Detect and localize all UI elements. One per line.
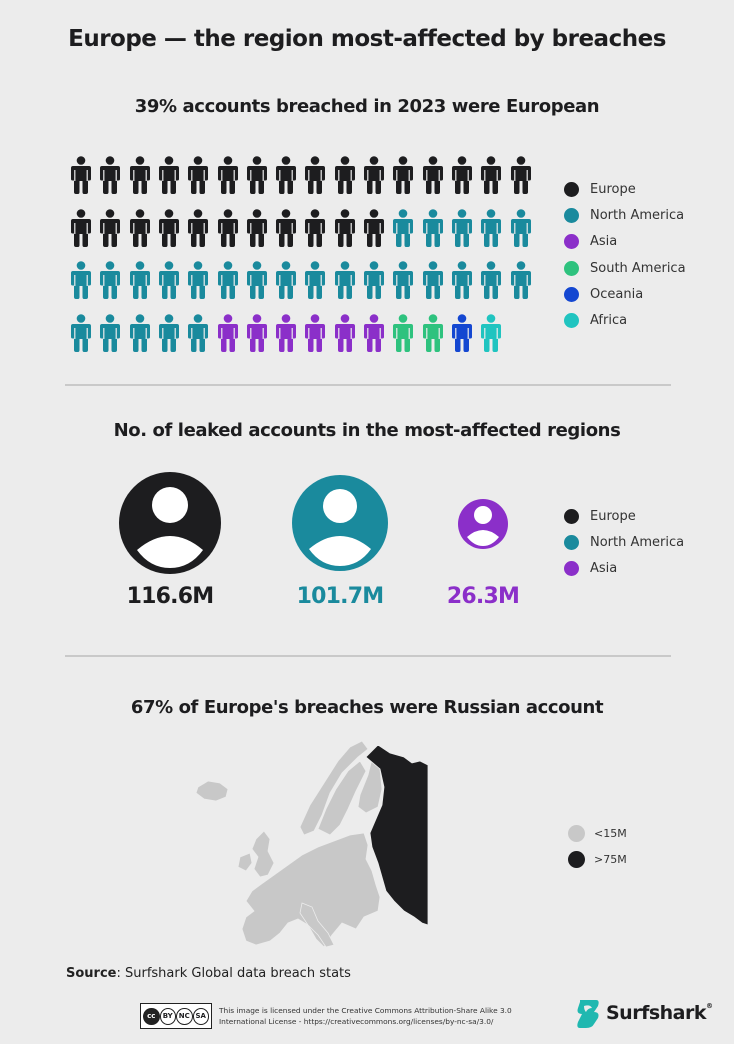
legend-swatch-africa	[564, 313, 579, 328]
person-icon-north-america	[363, 261, 385, 299]
sa-icon: SA	[193, 1008, 210, 1025]
legend-item	[568, 846, 627, 872]
person-icon-europe	[422, 156, 444, 194]
person-icon-north-america	[246, 261, 268, 299]
source-text: : Surfshark Global data breach stats	[116, 966, 351, 981]
person-icon-north-america	[510, 261, 532, 299]
bubble-europe	[119, 472, 221, 574]
person-icon-europe	[304, 209, 326, 247]
legend-item	[564, 307, 686, 333]
person-icon-europe	[70, 156, 92, 194]
person-icon-north-america	[334, 261, 356, 299]
bubble-legend	[564, 503, 684, 582]
source-note	[66, 966, 351, 981]
legend-swatch-europe	[564, 182, 579, 197]
bubble-value-asia: 26.3M	[446, 584, 520, 609]
legend-label: Africa	[590, 313, 628, 329]
person-icon-north-america	[451, 209, 473, 247]
person-icon-europe	[334, 209, 356, 247]
person-icon-asia	[217, 314, 239, 352]
legend-swatch-asia	[564, 561, 579, 576]
section2-subtitle: No. of leaked accounts in the most-affected regions	[113, 420, 621, 441]
legend-label: Asia	[590, 561, 618, 577]
person-icon-europe	[275, 209, 297, 247]
person-icon-north-america	[129, 314, 151, 352]
person-icon-europe	[99, 209, 121, 247]
legend-item	[564, 229, 686, 255]
legend-swatch-high	[568, 851, 585, 868]
legend-label: >75M	[594, 852, 627, 866]
person-icon-north-america	[99, 261, 121, 299]
divider	[65, 655, 671, 657]
legend-swatch-europe	[564, 509, 579, 524]
legend-item	[564, 281, 686, 307]
person-icon-europe	[363, 209, 385, 247]
person-icon-europe	[334, 156, 356, 194]
person-icon-north-america	[217, 261, 239, 299]
section1-subtitle: 39% accounts breached in 2023 were European	[134, 96, 600, 117]
bubble-chart	[110, 470, 550, 580]
legend-item	[568, 820, 627, 846]
divider	[65, 384, 671, 386]
bubble-north-america	[292, 475, 388, 571]
person-icon-asia	[334, 314, 356, 352]
surfshark-logo[interactable]	[576, 998, 713, 1028]
person-icon-north-america	[392, 209, 414, 247]
person-icon-europe	[158, 209, 180, 247]
legend-swatch-low	[568, 825, 585, 842]
person-icon-north-america	[422, 261, 444, 299]
license-text: This image is licensed under the Creative Commons Attribution-Share Alike 3.0 International License - https://creativecommons.org/licenses/by-nc-sa/3.0/	[219, 1006, 512, 1026]
by-icon: BY	[160, 1008, 177, 1025]
person-icon-south-america	[392, 314, 414, 352]
map-legend	[568, 820, 627, 873]
legend-label: <15M	[594, 826, 627, 840]
person-icon-north-america	[70, 314, 92, 352]
person-icon-north-america	[480, 261, 502, 299]
cc-license-badge[interactable]	[140, 1003, 212, 1029]
legend-item	[564, 255, 686, 281]
person-icon-europe	[246, 156, 268, 194]
person-icon-north-america	[129, 261, 151, 299]
person-icon-north-america	[99, 314, 121, 352]
legend-item	[564, 529, 684, 555]
bubble-asia	[458, 499, 508, 549]
license-block	[140, 1003, 549, 1029]
person-icon-africa	[480, 314, 502, 352]
legend-swatch-north-america	[564, 535, 579, 550]
cc-icon: cc	[143, 1008, 160, 1025]
legend-label: Oceania	[590, 286, 644, 302]
legend-label: North America	[590, 207, 685, 223]
person-icon-europe	[304, 156, 326, 194]
legend-label: North America	[590, 534, 685, 550]
person-icon-asia	[275, 314, 297, 352]
person-icon-north-america	[304, 261, 326, 299]
person-icon-europe	[187, 209, 209, 247]
section3-subtitle: 67% of Europe's breaches were Russian account	[130, 697, 604, 718]
person-icon-north-america	[187, 314, 209, 352]
bubble-value-europe: 116.6M	[126, 584, 214, 609]
person-icon-europe	[70, 209, 92, 247]
person-icon-north-america	[187, 261, 209, 299]
person-icon-north-america	[158, 314, 180, 352]
legend-swatch-south-america	[564, 261, 579, 276]
legend-swatch-oceania	[564, 287, 579, 302]
person-icon-north-america	[275, 261, 297, 299]
person-icon-asia	[304, 314, 326, 352]
main-title: Europe — the region most-affected by breaches	[68, 26, 666, 52]
person-icon-europe	[510, 156, 532, 194]
legend-swatch-asia	[564, 234, 579, 249]
person-icon-europe	[158, 156, 180, 194]
bubble-value-north-america: 101.7M	[296, 584, 384, 609]
legend-label: Europe	[590, 508, 636, 524]
person-icon-europe	[129, 209, 151, 247]
surfshark-shark-icon	[576, 998, 600, 1028]
source-label: Source	[66, 966, 117, 981]
europe-map	[190, 735, 440, 955]
person-icon-europe	[451, 156, 473, 194]
person-icon-north-america	[451, 261, 473, 299]
person-icon-north-america	[70, 261, 92, 299]
person-icon-north-america	[158, 261, 180, 299]
person-icon-oceania	[451, 314, 473, 352]
person-icon-europe	[363, 156, 385, 194]
person-icon-north-america	[422, 209, 444, 247]
legend-item	[564, 556, 684, 582]
person-icon-north-america	[480, 209, 502, 247]
legend-item	[564, 202, 686, 228]
person-icon-south-america	[422, 314, 444, 352]
map-region-uk	[252, 831, 274, 877]
legend-label: South America	[590, 260, 686, 276]
legend-label: Asia	[590, 234, 618, 250]
legend-item	[564, 176, 686, 202]
legend-item	[564, 503, 684, 529]
legend-swatch-north-america	[564, 208, 579, 223]
person-icon-europe	[275, 156, 297, 194]
person-icon-asia	[246, 314, 268, 352]
pictograph-legend	[564, 176, 686, 334]
person-icon-europe	[246, 209, 268, 247]
person-icon-asia	[363, 314, 385, 352]
person-icon-north-america	[510, 209, 532, 247]
map-region-iceland	[196, 781, 228, 801]
person-icon-europe	[129, 156, 151, 194]
person-icon-europe	[480, 156, 502, 194]
person-icon-europe	[392, 156, 414, 194]
person-icon-europe	[217, 156, 239, 194]
person-icon-europe	[187, 156, 209, 194]
person-icon-europe	[217, 209, 239, 247]
nc-icon: NC	[176, 1008, 193, 1025]
legend-label: Europe	[590, 181, 636, 197]
brand-name: Surfshark®	[606, 1002, 713, 1024]
map-region-ireland	[238, 853, 252, 871]
person-icon-north-america	[392, 261, 414, 299]
person-icon-europe	[99, 156, 121, 194]
